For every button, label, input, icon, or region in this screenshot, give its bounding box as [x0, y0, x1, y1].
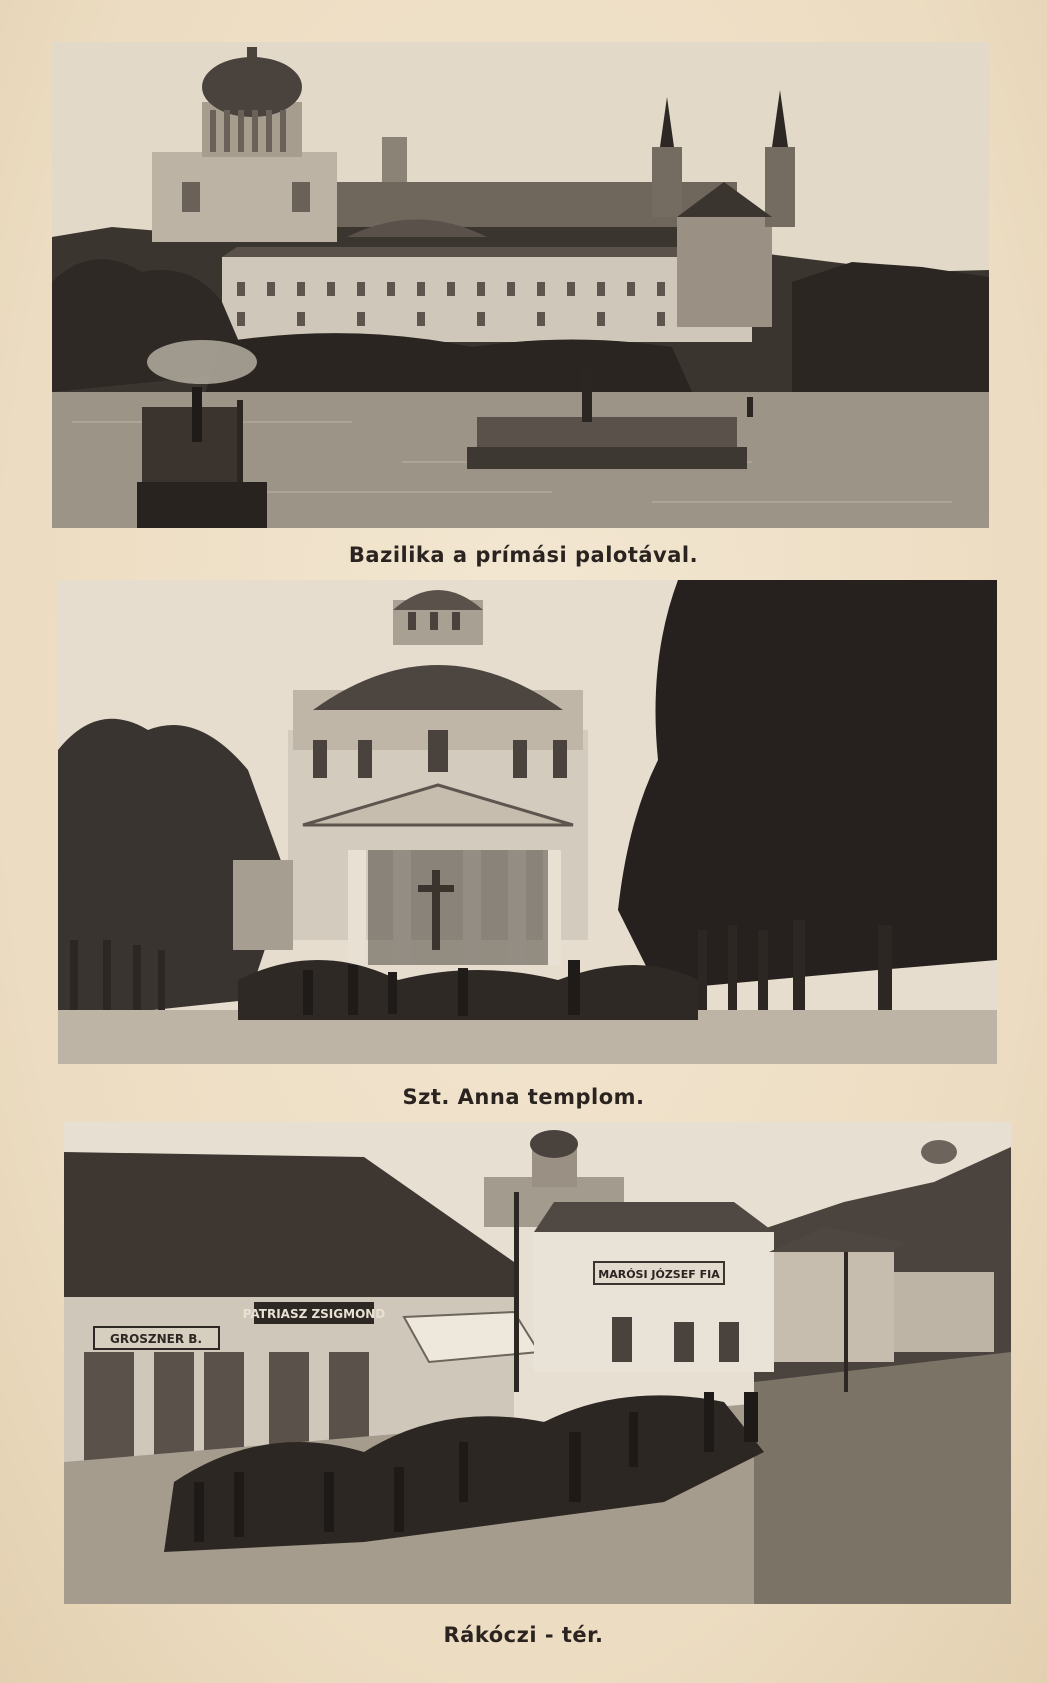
sign-patriasz: PATRIASZ ZSIGMOND	[242, 1307, 386, 1321]
caption-rakoczi-square: Rákóczi - tér.	[443, 1623, 604, 1647]
caption-basilica: Bazilika a prímási palotával.	[348, 543, 699, 567]
photo-basilica	[52, 42, 989, 528]
church-illustration	[58, 580, 997, 1064]
sign-marosi: MARÓSI JÓZSEF FIA	[598, 1268, 720, 1281]
caption-st-anne-church: Szt. Anna templom.	[402, 1085, 645, 1109]
square-illustration	[64, 1122, 1011, 1604]
photo-rakoczi-square	[64, 1122, 1011, 1604]
basilica-illustration	[52, 42, 989, 528]
photo-st-anne-church	[58, 580, 997, 1064]
sign-groszner: GROSZNER B.	[110, 1332, 202, 1346]
